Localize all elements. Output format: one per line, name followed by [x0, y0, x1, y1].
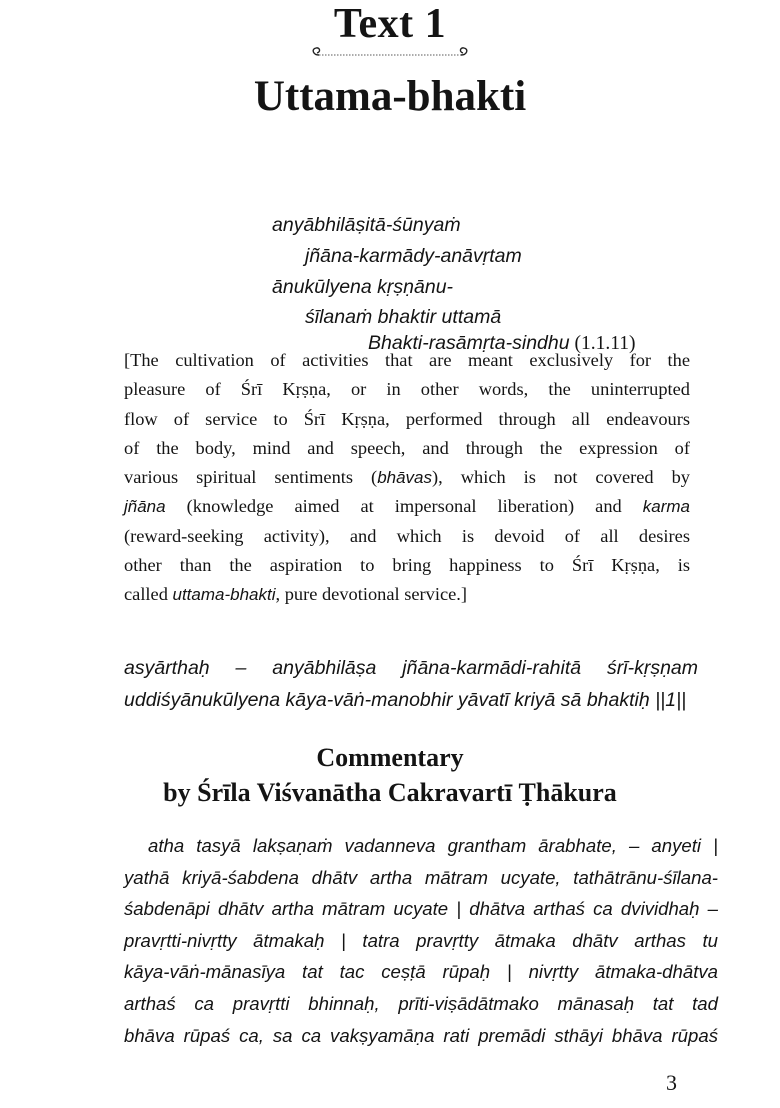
commentary-heading-line1: Commentary — [316, 743, 464, 772]
commentary-line: yathā kriyā-śabdena dhātv artha mātram ucyate, tathātrānu-śīlana- — [124, 866, 718, 888]
verse-line: anyābhilāṣitā-śūnyaṁ — [272, 214, 461, 236]
translation-text: , pure devotional service.] — [275, 584, 467, 605]
chapter-title: Uttama-bhakti — [253, 73, 527, 120]
translation-text: [The cultivation of activities that are meant exclusively for the — [124, 350, 690, 370]
translation-text: various spiritual sentiments ( — [124, 467, 378, 488]
translation-line — [124, 551, 690, 580]
anvaya-line: asyārthaḥ – anyābhilāṣa jñāna-karmādi-rahitā śrī-kṛṣṇam — [124, 657, 698, 679]
sanskrit-term: bhāvas — [377, 468, 433, 488]
commentary-line: arthaś ca pravṛtti bhinnaḥ, prīti-viṣādātmako mānasaḥ tat tad — [124, 992, 718, 1014]
commentary-line: pravṛtti-nivṛtty ātmakaḥ | tatra pravṛtty ātmaka dhātv arthas tu — [124, 929, 718, 951]
translation-text: of the body, mind and speech, and through the expression of — [124, 437, 690, 458]
ornament-divider-icon — [305, 46, 475, 62]
commentary-line: śabdenāpi dhātv artha mātram ucyate | dhātva arthaś ca dvividhaḥ – — [124, 898, 718, 920]
translation-text: (knowledge aimed at impersonal liberation) and — [165, 496, 643, 517]
text-number-heading: Text 1 — [333, 1, 447, 47]
anvaya-block — [124, 652, 698, 716]
commentary-heading — [0, 740, 780, 810]
commentary-heading-line2: by Śrīla Viśvanātha Cakravartī Ṭhākura — [163, 778, 617, 807]
translation-line — [124, 434, 690, 463]
commentary-line: kāya-vāṅ-mānasīya tat tac ceṣṭā rūpaḥ | nivṛtty ātmaka-dhātva — [124, 961, 718, 983]
verse-line: ānukūlyena kṛṣṇānu- — [272, 276, 454, 298]
page-number: 3 — [666, 1070, 677, 1095]
commentary-line: atha tasyā lakṣaṇaṁ vadanneva grantham ārabhate, – anyeti | — [148, 835, 718, 856]
translation-text: flow of service to Śrī Kṛṣṇa, performed through all endeavours — [124, 408, 690, 429]
sanskrit-term: uttama-bhakti — [172, 585, 276, 605]
translation-text: ), which is not covered by — [432, 467, 690, 488]
commentary-paragraph — [124, 830, 718, 1051]
translation-line — [124, 522, 690, 551]
translation-line — [124, 405, 690, 434]
translation-text: (reward-seeking activity), and which is devoid of all desires — [124, 525, 690, 546]
translation-line — [124, 463, 690, 492]
translation-text: pleasure of Śrī Kṛṣṇa, or in other words, the uninterrupted — [124, 379, 690, 400]
verse-line: śīlanaṁ bhaktir uttamā — [305, 306, 502, 328]
translation-line — [124, 346, 690, 375]
translation-line — [124, 375, 690, 404]
commentary-line: bhāva rūpaś ca, sa ca vakṣyamāṇa rati premādi sthāyi bhāva rūpaś — [124, 1024, 718, 1046]
translation-line — [124, 580, 690, 609]
verse-line: jñāna-karmādy-anāvṛtam — [305, 245, 522, 267]
anvaya-line: uddiśyānukūlyena kāya-vāṅ-manobhir yāvatī kriyā sā bhaktiḥ ||1|| — [124, 689, 687, 711]
source-reference: (1.1.11) — [574, 333, 636, 354]
sanskrit-term: karma — [642, 497, 690, 517]
translation-text: other than the aspiration to bring happiness to Śrī Kṛṣṇa, is — [124, 555, 690, 576]
source-title: Bhakti-rasāmṛta-sindhu — [368, 332, 570, 354]
translation-text: called — [124, 584, 173, 605]
sanskrit-term: jñāna — [124, 497, 166, 517]
translation-line — [124, 492, 690, 521]
translation-paragraph — [124, 346, 690, 610]
